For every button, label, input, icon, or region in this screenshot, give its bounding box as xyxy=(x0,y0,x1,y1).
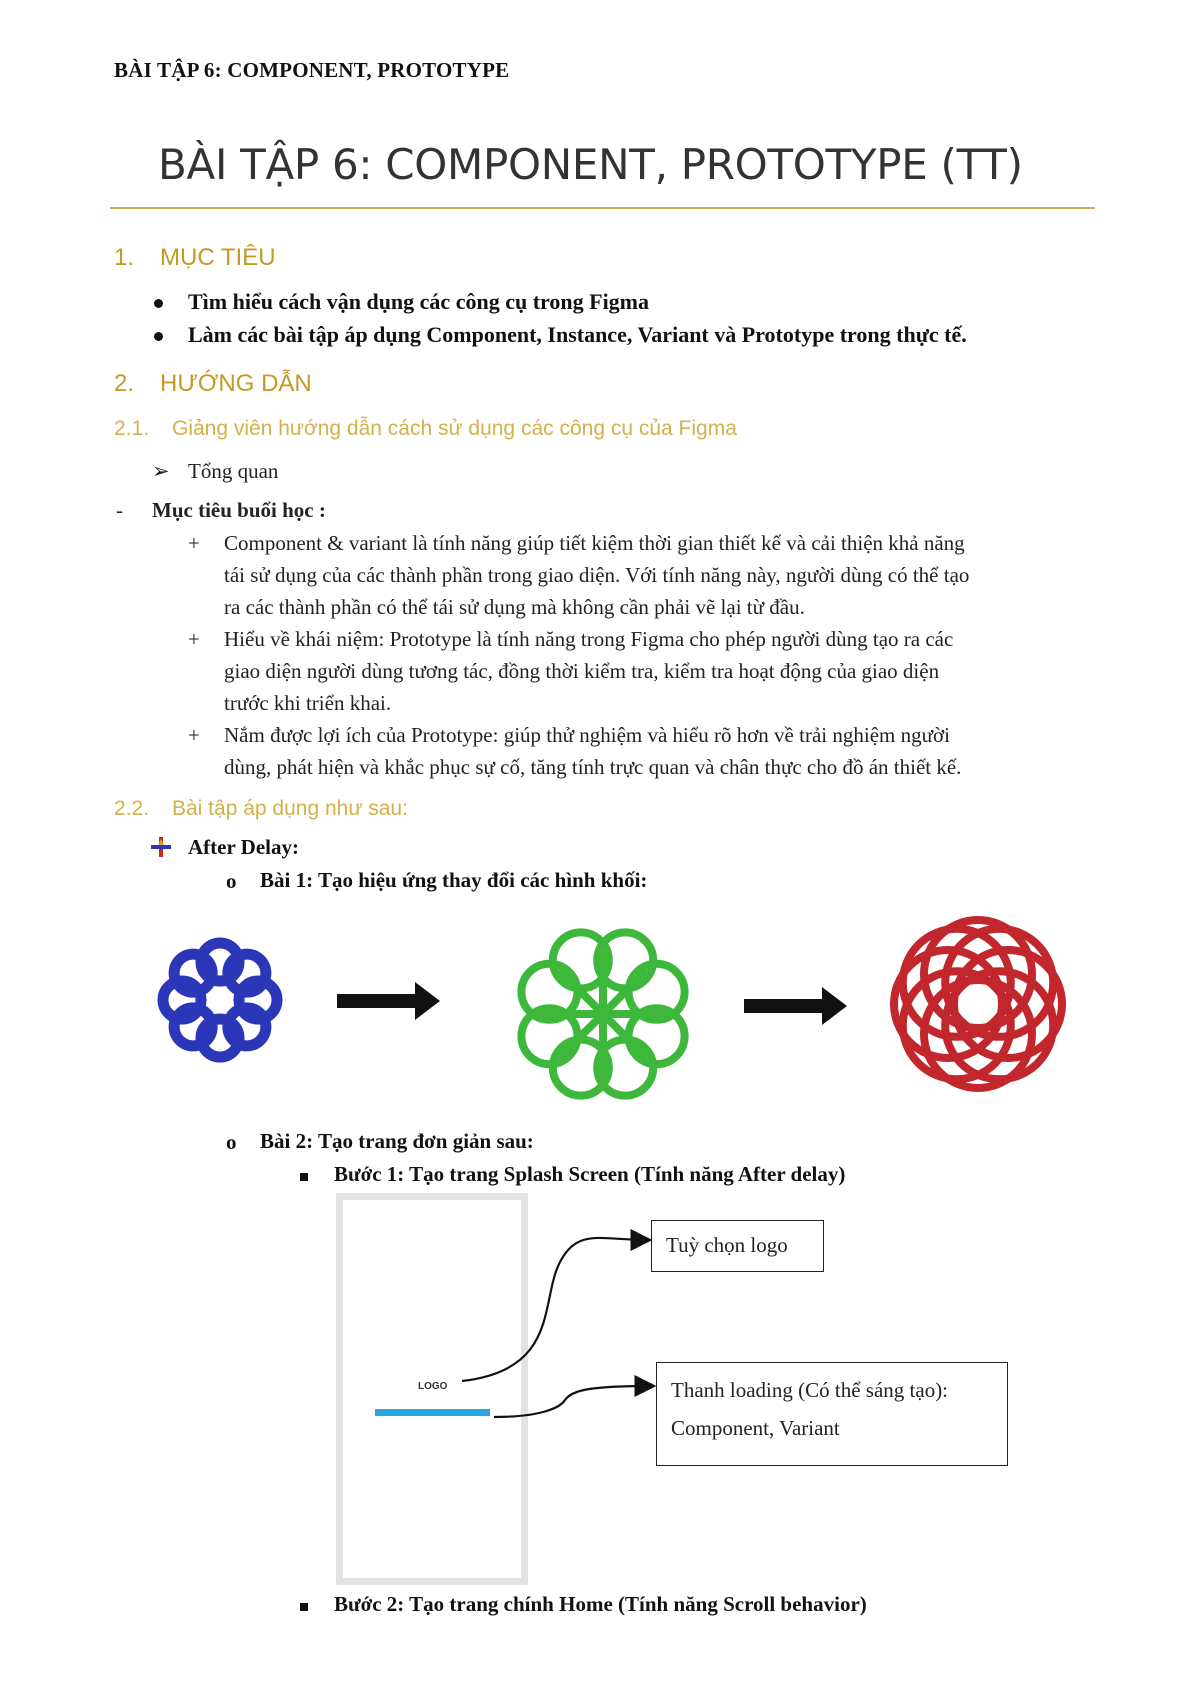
circle-bullet-icon: o xyxy=(226,869,237,893)
subsection-2-1-number: 2.1. xyxy=(114,417,150,440)
goal-2-line-1: Hiểu về khái niệm: Prototype là tính năng trong Figma cho phép người dùng tạo ra các xyxy=(224,627,954,651)
goal-2-line-3: trước khi triển khai. xyxy=(224,691,392,715)
goal-2-line-2: giao diện người dùng tương tác, đồng thời kiểm tra, kiểm tra hoạt động của giao diện xyxy=(224,659,940,683)
bullet-icon xyxy=(154,332,163,341)
subsection-2-2-heading xyxy=(114,797,408,821)
callout-loading-box xyxy=(656,1362,1008,1466)
objective-text-2: Làm các bài tập áp dụng Component, Instance, Variant và Prototype trong thực tế. xyxy=(188,322,967,347)
after-delay-line xyxy=(150,835,299,860)
goal-1-line-1: Component & variant là tính năng giúp tiết kiệm thời gian thiết kế và cải thiện khả năng xyxy=(224,531,965,555)
section-1-heading xyxy=(114,244,276,272)
bai-2-text: Bài 2: Tạo trang đơn giản sau: xyxy=(260,1129,534,1153)
blue-flower-shape xyxy=(163,943,277,1057)
red-rosette-shape xyxy=(894,920,1062,1088)
square-bullet-icon xyxy=(300,1603,308,1611)
plus-bullet-icon: + xyxy=(188,723,200,747)
title-divider xyxy=(110,207,1095,209)
star-bullet-icon xyxy=(150,836,172,858)
goals-label: Mục tiêu buổi học : xyxy=(152,498,326,522)
goal-3-line-2: dùng, phát hiện và khắc phục sự cố, tăng tính trực quan và chân thực cho đồ án thiết kế. xyxy=(224,755,962,779)
buoc-2-line xyxy=(334,1592,867,1617)
bai-1-line xyxy=(226,868,648,893)
section-1-title: MỤC TIÊU xyxy=(160,244,276,271)
goal-item-2 xyxy=(188,623,1104,719)
section-2-title: HƯỚNG DẪN xyxy=(160,370,312,397)
plus-bullet-icon: + xyxy=(188,627,200,651)
callout-loading-text-2: Component, Variant xyxy=(671,1416,840,1440)
logo-placeholder: LOGO xyxy=(418,1381,448,1392)
buoc-1-line xyxy=(334,1162,845,1187)
bai-2-line xyxy=(226,1129,534,1154)
arrow-right-icon-1 xyxy=(337,982,440,1020)
circle-bullet-icon: o xyxy=(226,1130,237,1154)
dash-bullet: - xyxy=(116,498,123,522)
goal-3-line-1: Nắm được lợi ích của Prototype: giúp thử nghiệm và hiểu rõ hơn về trải nghiệm người xyxy=(224,723,950,747)
goal-item-1 xyxy=(188,527,1104,623)
section-1-number: 1. xyxy=(114,244,135,271)
buoc-2-text: Bước 2: Tạo trang chính Home (Tính năng Scroll behavior) xyxy=(334,1592,867,1616)
loading-bar xyxy=(375,1409,490,1416)
green-knot-shape xyxy=(521,932,684,1095)
after-delay-label: After Delay: xyxy=(188,835,299,859)
plus-bullet-icon: + xyxy=(188,531,200,555)
objective-text-1: Tìm hiểu cách vận dụng các công cụ trong Figma xyxy=(188,289,650,314)
arrow-bullet-icon: ➢ xyxy=(152,459,170,483)
overview-text: Tổng quan xyxy=(188,459,279,483)
bai-1-text: Bài 1: Tạo hiệu ứng thay đổi các hình khối: xyxy=(260,868,648,892)
goal-1-line-2: tái sử dụng của các thành phần trong giao diện. Với tính năng này, người dùng có thể tạo xyxy=(224,563,970,587)
arrow-right-icon-2 xyxy=(744,987,847,1025)
goal-1-line-3: ra các thành phần có thể tái sử dụng mà không cần phải vẽ lại từ đầu. xyxy=(224,595,805,619)
buoc-1-text: Bước 1: Tạo trang Splash Screen (Tính năng After delay) xyxy=(334,1162,846,1186)
subsection-2-1-title: Giảng viên hướng dẫn cách sử dụng các công cụ của Figma xyxy=(172,417,737,440)
square-bullet-icon xyxy=(300,1173,308,1181)
document-title: BÀI TẬP 6: COMPONENT, PROTOTYPE (TT) xyxy=(158,140,1023,189)
overview-line xyxy=(152,455,278,487)
objective-item-1 xyxy=(188,289,649,315)
subsection-2-2-number: 2.2. xyxy=(114,797,150,820)
callout-logo-box xyxy=(651,1220,824,1272)
bullet-icon xyxy=(154,299,163,308)
section-2-heading xyxy=(114,370,312,398)
goal-item-3 xyxy=(188,719,1104,783)
section-2-number: 2. xyxy=(114,370,135,397)
running-header: BÀI TẬP 6: COMPONENT, PROTOTYPE xyxy=(114,58,510,82)
objective-item-2 xyxy=(188,322,967,348)
callout-logo-text: Tuỳ chọn logo xyxy=(666,1233,788,1257)
callout-loading-text-1: Thanh loading (Có thể sáng tạo): xyxy=(671,1378,949,1402)
shapes-illustration xyxy=(140,900,1100,1130)
subsection-2-1-heading xyxy=(114,417,737,441)
subsection-2-2-title: Bài tập áp dụng như sau: xyxy=(172,797,408,820)
goals-line xyxy=(116,494,326,526)
